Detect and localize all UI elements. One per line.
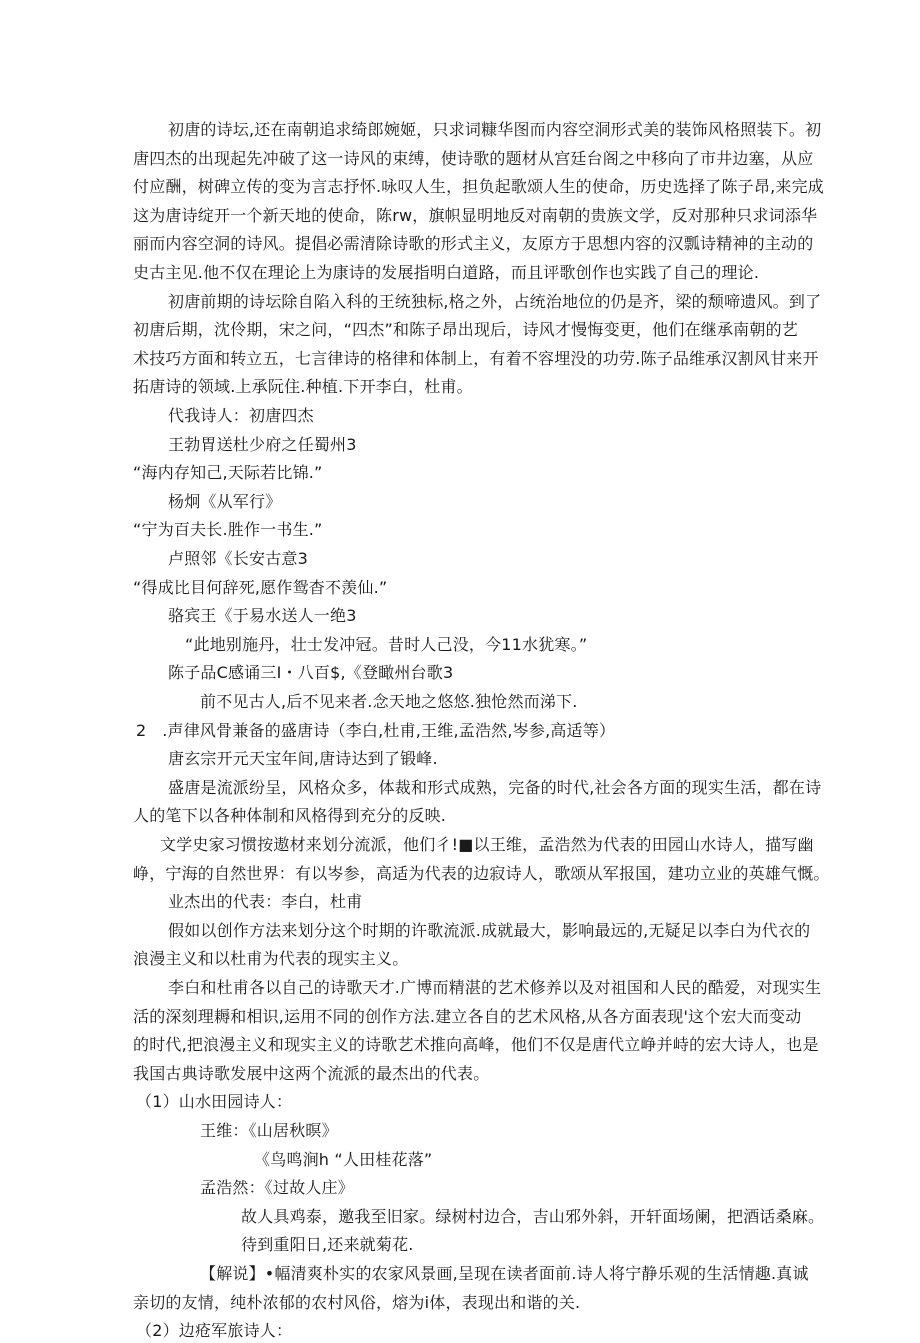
poet-yang-jiong: 杨炯《从军行》: [168, 491, 282, 511]
quote-luo-binwang: “此地别施丹，壮士发冲冠。昔时人己没，今11水犹寒。”: [185, 634, 588, 654]
sub1-title: （1）山水田园诗人：: [136, 1092, 293, 1112]
quote-yang-jiong: “宁为百夫长.胜作一书生.”: [133, 520, 323, 540]
sub2-title: （2）边疮军旅诗人：: [136, 1321, 293, 1341]
s2-paragraph-6-line-2: 活的深刻理耨和相识,运用不同的创作方法.建立各自的艺术风格,从各方面表现'这个宏大而变动: [133, 1006, 802, 1026]
sub1-poem-line-1: 故人具鸡泰，邀我至旧家。绿树村边合，吉山邪外斜，开轩面场阑，把酒话桑麻。: [241, 1206, 825, 1226]
sub1-poem-line-2: 待到重阳日,还来就菊花.: [241, 1235, 414, 1255]
quote-lu-zhaolin: “得成比目何辞死,愿作鸳杳不羡仙.”: [133, 577, 388, 597]
s2-paragraph-2-line-1: 盛唐是流派纷呈，风格众多，体裁和形式成熟，完备的时代,社会各方面的现实生活，都在诗: [168, 777, 822, 797]
s2-paragraph-5-line-1: 假如以创作方法来划分这个时期的许歌流派.成就最大，影响最远的,无疑足以李白为代衣的: [168, 920, 811, 940]
section-2-title: 2 .声律风骨兼备的盛唐诗（李白,杜甫,王维,孟浩然,岑参,高适等）: [136, 720, 616, 740]
p1-line-3: 付应酬，树碑立传的变为言志抒怀.咏叹人生，担负起歌颂人生的使命，历史选择了陈子昂,来完成: [133, 177, 824, 197]
early-poets-heading: 代我诗人：初唐四杰: [168, 406, 314, 425]
p1-line-5: 丽而内容空洞的诗风。提倡必需清除诗歌的形式主义，友原方于思想内容的汉瓢诗精神的主动的: [133, 234, 814, 254]
sub1-meng-haoran: 孟浩然：《过故人庄》: [200, 1178, 355, 1198]
p1-line-4: 这为唐诗绽开一个新天地的使命，陈rw，旗帜显明地反对南朝的贵族文学，反对那种只求词添华: [133, 205, 818, 225]
s2-paragraph-3-line-2: 峥，宁海的自然世界：有以岑参，高适为代表的边寂诗人，歌颂从军报国，建功立业的英雄气慨。: [133, 863, 830, 883]
quote-chen-ziang: 前不见古人,后不见来者.念天地之悠悠.独怆然而涕下.: [200, 692, 578, 711]
poet-lu-zhaolin: 卢照邻《长安古意3: [168, 549, 308, 568]
p1-line-2: 唐四杰的出现起先冲破了这一诗风的束缚，使诗歌的题材从宫廷台阁之中移向了市井边塞，从应: [133, 148, 814, 168]
s2-paragraph-6-line-3: 的时代,把浪漫主义和现实主义的诗歌艺术推向高峰，他们不仅是唐代立峥并峙的宏大诗人，也是: [133, 1035, 819, 1055]
p2-line-3: 术技巧方面和转立五，七言律诗的格律和体制上，有着不容埋没的功劳.陈子品维承汉割风甘来开: [133, 348, 819, 368]
s2-paragraph-2-line-2: 人的笔下以各种体制和风格得到充分的反映.: [133, 806, 447, 826]
s2-paragraph-3-line-1: 文学史家习惯按遨材来划分流派，他们彳!■以王维，孟浩然为代表的田园山水诗人，描写幽: [160, 835, 814, 854]
s2-paragraph-5-line-2: 浪漫主义和以杜甫为代表的现实主义。: [133, 949, 409, 969]
sub1-comment-line-2: 亲切的友情，纯朴浓郁的农村风俗，熔为i体，表现出和谐的关.: [133, 1292, 581, 1312]
s2-paragraph-4: 业杰出的代表：李白，杜甫: [168, 892, 363, 912]
s2-paragraph-6-line-1: 李白和杜甫各以自己的诗歌天才.广博而精湛的艺术修养以及对祖国和人民的酷爱，对现实生: [168, 978, 822, 997]
p2-line-4: 拓唐诗的领域.上承阮住.种植.下开李白，杜甫。: [133, 377, 473, 397]
poet-wang-bo: 王勃胃送杜少府之任蜀州3: [168, 434, 357, 454]
s2-paragraph-1: 唐玄宗开元天宝年间,唐诗达到了锻峰.: [168, 749, 438, 769]
sub1-comment-line-1: 【解说】•幅清爽朴实的农家风景画,呈现在读者面前.诗人将宁静乐观的生活情趣.真诚: [200, 1264, 809, 1283]
sub1-wang-wei-2: 《鸟鸣涧h “人田桂花落”: [254, 1149, 433, 1169]
poet-luo-binwang: 骆宾王《于易水送人一绝3: [168, 606, 357, 626]
quote-wang-bo: “海内存知己,天际若比锦.”: [133, 463, 323, 483]
poet-chen-ziang: 陈子品C感诵三I・八百$,《登瞰州台歌3: [168, 663, 454, 683]
p2-line-1: 初唐前期的诗坛除自陷入科的王统独标,格之外，占统治地位的仍是齐，梁的颓啼遗风。到了: [168, 291, 822, 311]
p1-line-6: 史古主见.他不仅在理论上为康诗的发展指明白道路，而且评歌创作也实践了自己的理论.: [133, 263, 760, 282]
sub1-wang-wei: 王维：《山居秋暝》: [200, 1121, 338, 1140]
s2-paragraph-6-line-4: 我国古典诗歌发展中这两个流派的最杰出的代表。: [133, 1063, 490, 1083]
p1-line-1: 初唐的诗坛,还在南朝追求绮郎婉姬，只求词糠华图而内容空洞形式美的装饰风格照装下。初: [168, 120, 822, 139]
p2-line-2: 初唐后期，沈伶期，宋之问，“四杰”和陈子昂出现后，诗风才慢悔变更，他们在继承南朝的艺: [133, 320, 798, 340]
